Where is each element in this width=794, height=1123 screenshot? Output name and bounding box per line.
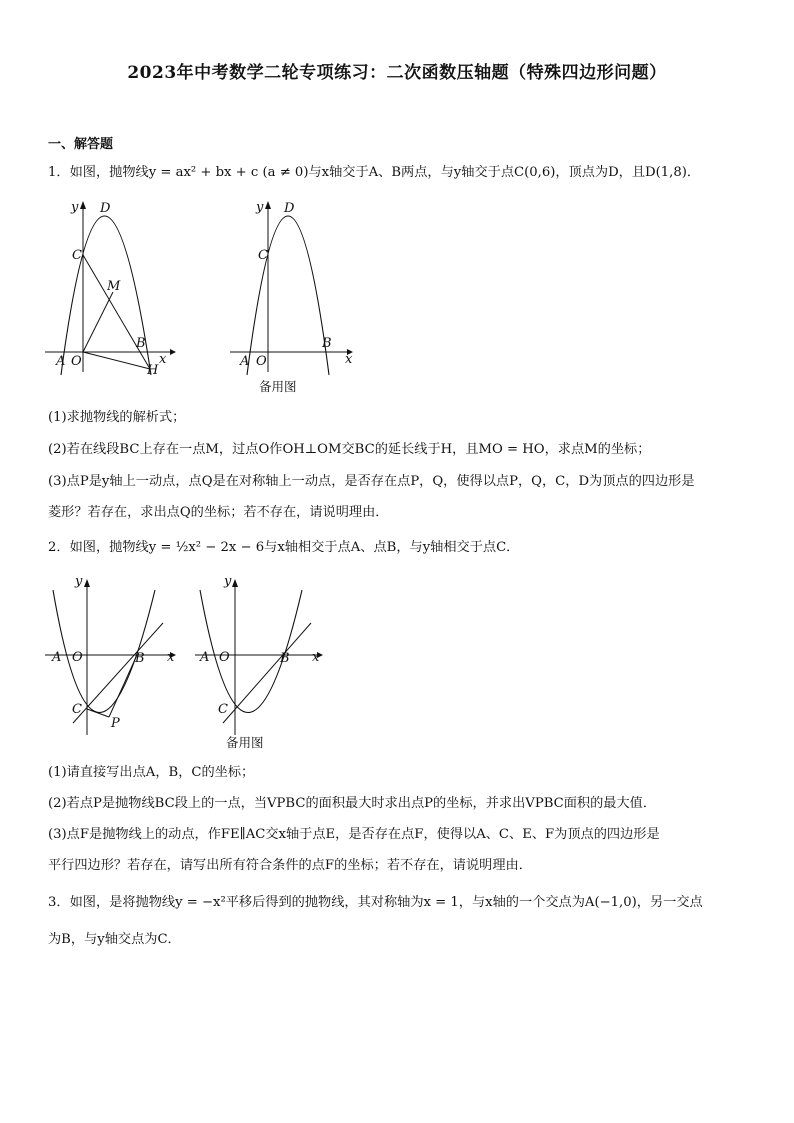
label-c: C [72, 702, 82, 717]
x-axis-arrow-icon [170, 349, 176, 355]
figure-caption: 备用图 [226, 735, 264, 750]
line-bc [223, 623, 311, 723]
label-a: A [240, 354, 250, 369]
label-b: B [322, 336, 332, 351]
label-x: x [312, 650, 320, 665]
q2-part3-line2: 平行四边形？若存在，请写出所有符合条件的点F的坐标；若不存在，请说明理由． [48, 858, 532, 873]
label-d: D [100, 201, 111, 216]
label-x: x [167, 650, 175, 665]
q2-part3-line1: (3)点F是抛物线上的动点，作FE∥AC交x轴于点E，是否存在点F，使得以A、C、E、F为顶点的四边形是 [48, 827, 660, 842]
label-h: H [147, 363, 159, 378]
line-pb [109, 655, 137, 717]
parabola [247, 216, 329, 375]
label-x: x [345, 352, 353, 367]
label-y: y [256, 200, 264, 215]
q1-part3-line2: 菱形？若存在，求出点Q的坐标；若不存在，请说明理由． [48, 505, 389, 520]
y-axis-arrow-icon [80, 201, 86, 209]
label-b: B [280, 651, 290, 666]
label-y: y [71, 200, 79, 215]
y-axis-arrow-icon [84, 579, 90, 587]
q1-figure-backup [230, 197, 370, 397]
y-axis-arrow-icon [232, 579, 238, 587]
label-x: x [159, 352, 167, 367]
q1-part1: (1)求抛物线的解析式； [48, 410, 186, 425]
label-a: A [56, 354, 66, 369]
label-c: C [258, 248, 268, 263]
label-y: y [224, 574, 232, 589]
label-a: A [200, 650, 210, 665]
q2-figure-main [45, 575, 185, 740]
q2-part2: (2)若点P是抛物线BC段上的一点，当VPBC的面积最大时求出点P的坐标，并求出VPBC面积的最大值． [48, 796, 657, 811]
y-axis-arrow-icon [265, 201, 271, 209]
q3-line1: 3．如图，是将抛物线y = −x²平移后得到的抛物线，其对称轴为x = 1，与x轴的一个交点为A(−1,0)，另一交点 [48, 895, 703, 910]
q3-line2: 为B，与y轴交点为C． [48, 932, 181, 947]
figure-caption: 备用图 [259, 379, 297, 394]
q1-intro: 1．如图，抛物线y = ax² + bx + c (a ≠ 0)与x轴交于A、B两点，与y轴交于点C(0,6)，顶点为D，且D(1,8)． [48, 165, 701, 180]
label-p: P [111, 716, 120, 731]
line-om [83, 292, 113, 352]
label-o: O [256, 354, 267, 369]
label-d: D [284, 201, 295, 216]
q1-figure-main [45, 197, 185, 378]
q1-part2: (2)若在线段BC上存在一点M，过点O作OH⊥OM交BC的延长线于H，且MO = HO，求点M的坐标； [48, 442, 651, 457]
label-o: O [71, 354, 82, 369]
section-heading: 一、解答题 [48, 137, 114, 152]
q2-figure-backup [195, 575, 335, 755]
label-a: A [52, 650, 62, 665]
q2-part1: (1)请直接写出点A，B，C的坐标； [48, 765, 255, 780]
q2-intro-text: 2．如图，抛物线y = ½x² − 2x − 6与x轴相交于点A、点B，与y轴相交于点C． [48, 540, 520, 555]
label-o: O [219, 650, 230, 665]
label-c: C [72, 248, 82, 263]
page-title: 2023年中考数学二轮专项练习：二次函数压轴题（特殊四边形问题） [127, 63, 667, 83]
label-o: O [72, 650, 83, 665]
line-oh [83, 352, 150, 369]
label-c: C [218, 702, 228, 717]
q1-part3-line1: (3)点P是y轴上一动点，点Q是在对称轴上一动点，是否存在点P，Q，使得以点P，Q，C，D为顶点的四边形是 [48, 474, 695, 489]
label-b: B [135, 651, 145, 666]
q2-intro [48, 539, 519, 557]
parabola [61, 216, 151, 375]
label-m: M [107, 279, 121, 294]
label-y: y [75, 574, 83, 589]
label-b: B [136, 336, 146, 351]
